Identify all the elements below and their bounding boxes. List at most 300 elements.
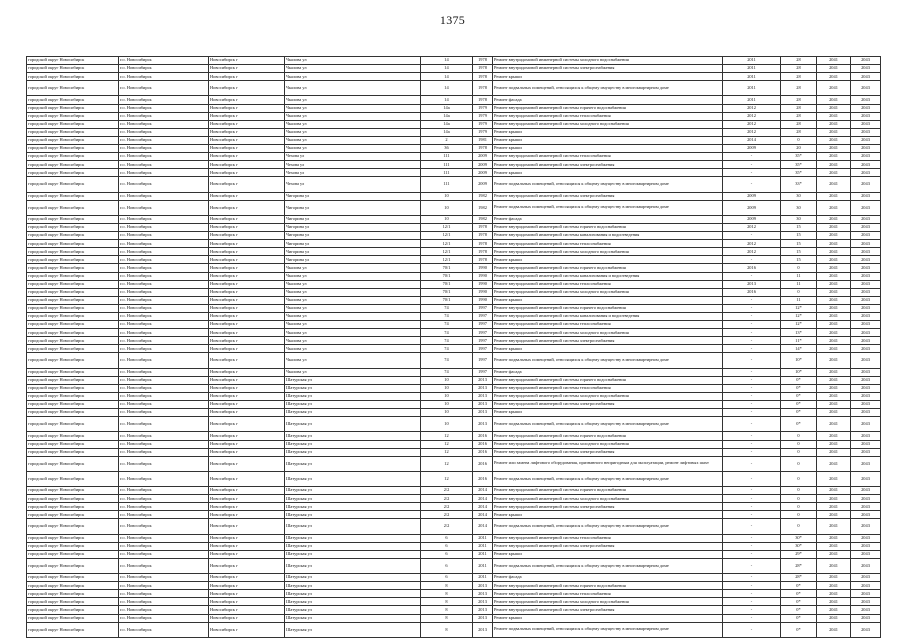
table-row	[27, 272, 881, 280]
work-type-cell: Ремонт внутридомовой инженерной системы электроснабжения	[493, 337, 723, 345]
last-repair-year-cell: 2016	[723, 264, 781, 272]
build-year-cell: 2014	[473, 511, 493, 519]
plan-end-cell: 2043	[851, 280, 881, 288]
work-type-cell: Ремонт внутридомовой инженерной системы теплоснабжения	[493, 384, 723, 392]
plan-start-cell: 2041	[817, 353, 851, 368]
work-type-cell: Ремонт подвальных помещений, относящихся к общему имуществу в многоквартирном доме	[493, 353, 723, 368]
house-number-cell: 111	[421, 169, 473, 177]
plan-end-cell: 2043	[851, 240, 881, 248]
city-cell: Новосибирск г	[209, 440, 285, 448]
plan-start-cell: 2041	[817, 192, 851, 200]
plan-end-cell: 2043	[851, 65, 881, 73]
work-type-cell: Ремонт внутридомовой инженерной системы теплоснабжения	[493, 321, 723, 329]
municipality-cell: городской округ Новосибирск	[27, 296, 119, 304]
work-type-cell: Ремонт внутридомовой инженерной системы канализования и водоотведения	[493, 313, 723, 321]
table-row	[27, 321, 881, 329]
street-cell: Чигорина ул	[285, 223, 421, 231]
table-row	[27, 448, 881, 456]
plan-start-cell: 2041	[817, 558, 851, 573]
plan-start-cell: 2041	[817, 590, 851, 598]
build-year-cell: 1978	[473, 73, 493, 81]
street-cell: Шатурская ул	[285, 503, 421, 511]
house-number-cell: 14а	[421, 104, 473, 112]
city-cell: Новосибирск г	[209, 280, 285, 288]
house-number-cell: 10	[421, 392, 473, 400]
municipality-cell: городской округ Новосибирск	[27, 240, 119, 248]
municipality-cell: городской округ Новосибирск	[27, 417, 119, 432]
build-year-cell: 2013	[473, 409, 493, 417]
city-cell: Новосибирск г	[209, 417, 285, 432]
plan-start-cell: 2041	[817, 313, 851, 321]
plan-end-cell: 2043	[851, 104, 881, 112]
last-repair-year-cell: 2009	[723, 215, 781, 223]
municipality-cell: городской округ Новосибирск	[27, 329, 119, 337]
house-number-cell: 12	[421, 471, 473, 486]
street-cell: Чкалова ул	[285, 81, 421, 96]
house-number-cell: 74	[421, 368, 473, 376]
municipality-cell: городской округ Новосибирск	[27, 192, 119, 200]
work-type-cell: Ремонт внутридомовой инженерной системы электроснабжения	[493, 65, 723, 73]
build-year-cell: 1978	[473, 65, 493, 73]
work-type-cell: Ремонт внутридомовой инженерной системы теплоснабжения	[493, 112, 723, 120]
house-number-cell: 12/1	[421, 232, 473, 240]
plan-end-cell: 2043	[851, 401, 881, 409]
house-number-cell: 2/2	[421, 519, 473, 534]
work-type-cell: Ремонт внутридомовой инженерной системы электроснабжения	[493, 503, 723, 511]
municipality-cell: городской округ Новосибирск	[27, 432, 119, 440]
plan-end-cell: 2043	[851, 519, 881, 534]
district-cell: г.о. Новосибирск	[119, 256, 209, 264]
table-row	[27, 471, 881, 486]
street-cell: Чкалова ул	[285, 272, 421, 280]
city-cell: Новосибирск г	[209, 136, 285, 144]
work-type-cell: Ремонт внутридомовой инженерной системы холодного водоснабжения	[493, 288, 723, 296]
district-cell: г.о. Новосибирск	[119, 232, 209, 240]
wear-percent-cell: 13*	[781, 329, 817, 337]
city-cell: Новосибирск г	[209, 376, 285, 384]
plan-end-cell: 2043	[851, 456, 881, 471]
work-type-cell: Ремонт внутридомовой инженерной системы горячего водоснабжения	[493, 104, 723, 112]
last-repair-year-cell: -	[723, 606, 781, 614]
house-number-cell: 2/2	[421, 487, 473, 495]
last-repair-year-cell: -	[723, 177, 781, 192]
municipality-cell: городской округ Новосибирск	[27, 112, 119, 120]
wear-percent-cell: 0	[781, 495, 817, 503]
plan-end-cell: 2043	[851, 392, 881, 400]
build-year-cell: 1997	[473, 321, 493, 329]
district-cell: г.о. Новосибирск	[119, 353, 209, 368]
house-number-cell: 74	[421, 321, 473, 329]
last-repair-year-cell: -	[723, 272, 781, 280]
wear-percent-cell: 28	[781, 120, 817, 128]
district-cell: г.о. Новосибирск	[119, 112, 209, 120]
wear-percent-cell: 0*	[781, 392, 817, 400]
municipality-cell: городской округ Новосибирск	[27, 57, 119, 65]
city-cell: Новосибирск г	[209, 582, 285, 590]
build-year-cell: 2011	[473, 534, 493, 542]
plan-end-cell: 2043	[851, 614, 881, 622]
city-cell: Новосибирск г	[209, 329, 285, 337]
plan-end-cell: 2043	[851, 542, 881, 550]
plan-start-cell: 2041	[817, 376, 851, 384]
table-row	[27, 232, 881, 240]
plan-start-cell: 2041	[817, 440, 851, 448]
last-repair-year-cell: 2012	[723, 223, 781, 231]
city-cell: Новосибирск г	[209, 296, 285, 304]
build-year-cell: 2016	[473, 432, 493, 440]
build-year-cell: 2011	[473, 542, 493, 550]
city-cell: Новосибирск г	[209, 392, 285, 400]
municipality-cell: городской округ Новосибирск	[27, 145, 119, 153]
house-number-cell: 12	[421, 432, 473, 440]
plan-start-cell: 2041	[817, 321, 851, 329]
work-type-cell: Ремонт внутридомовой инженерной системы электроснабжения	[493, 192, 723, 200]
wear-percent-cell: 28*	[781, 558, 817, 573]
plan-end-cell: 2043	[851, 471, 881, 486]
house-number-cell: 6	[421, 550, 473, 558]
build-year-cell: 2014	[473, 487, 493, 495]
build-year-cell: 2013	[473, 606, 493, 614]
municipality-cell: городской округ Новосибирск	[27, 337, 119, 345]
wear-percent-cell: 15	[781, 223, 817, 231]
build-year-cell: 1997	[473, 329, 493, 337]
plan-start-cell: 2041	[817, 65, 851, 73]
last-repair-year-cell: -	[723, 582, 781, 590]
plan-end-cell: 2043	[851, 550, 881, 558]
municipality-cell: городской округ Новосибирск	[27, 384, 119, 392]
plan-end-cell: 2043	[851, 192, 881, 200]
house-number-cell: 2/2	[421, 511, 473, 519]
table-row	[27, 161, 881, 169]
build-year-cell: 2009	[473, 177, 493, 192]
municipality-cell: городской округ Новосибирск	[27, 503, 119, 511]
house-number-cell: 70/1	[421, 280, 473, 288]
district-cell: г.о. Новосибирск	[119, 321, 209, 329]
street-cell: Чехова ул	[285, 153, 421, 161]
plan-start-cell: 2041	[817, 598, 851, 606]
city-cell: Новосибирск г	[209, 120, 285, 128]
plan-start-cell: 2041	[817, 232, 851, 240]
district-cell: г.о. Новосибирск	[119, 590, 209, 598]
plan-end-cell: 2043	[851, 558, 881, 573]
street-cell: Шатурская ул	[285, 471, 421, 486]
work-type-cell: Ремонт внутридомовой инженерной системы канализования и водоотведения	[493, 232, 723, 240]
district-cell: г.о. Новосибирск	[119, 456, 209, 471]
plan-end-cell: 2043	[851, 200, 881, 215]
work-type-cell: Ремонт крыши	[493, 136, 723, 144]
work-type-cell: Ремонт крыши	[493, 409, 723, 417]
wear-percent-cell: 28	[781, 65, 817, 73]
build-year-cell: 1978	[473, 81, 493, 96]
street-cell: Чкалова ул	[285, 128, 421, 136]
wear-percent-cell: 0*	[781, 582, 817, 590]
build-year-cell: 1990	[473, 264, 493, 272]
house-number-cell: 70/1	[421, 296, 473, 304]
plan-start-cell: 2041	[817, 256, 851, 264]
municipality-cell: городской округ Новосибирск	[27, 353, 119, 368]
plan-end-cell: 2043	[851, 606, 881, 614]
city-cell: Новосибирск г	[209, 288, 285, 296]
last-repair-year-cell: 2013	[723, 280, 781, 288]
table-row	[27, 582, 881, 590]
street-cell: Шатурская ул	[285, 384, 421, 392]
plan-start-cell: 2041	[817, 288, 851, 296]
wear-percent-cell: 28	[781, 73, 817, 81]
work-type-cell: Ремонт подвальных помещений, относящихся к общему имуществу в многоквартирном доме	[493, 471, 723, 486]
table-row	[27, 574, 881, 582]
municipality-cell: городской округ Новосибирск	[27, 598, 119, 606]
plan-end-cell: 2043	[851, 534, 881, 542]
plan-end-cell: 2043	[851, 96, 881, 104]
work-type-cell: Ремонт внутридомовой инженерной системы электроснабжения	[493, 161, 723, 169]
plan-start-cell: 2041	[817, 329, 851, 337]
district-cell: г.о. Новосибирск	[119, 73, 209, 81]
work-type-cell: Ремонт крыши	[493, 169, 723, 177]
wear-percent-cell: 28	[781, 104, 817, 112]
city-cell: Новосибирск г	[209, 487, 285, 495]
build-year-cell: 2013	[473, 622, 493, 637]
table-row	[27, 542, 881, 550]
municipality-cell: городской округ Новосибирск	[27, 264, 119, 272]
district-cell: г.о. Новосибирск	[119, 264, 209, 272]
municipality-cell: городской округ Новосибирск	[27, 542, 119, 550]
municipality-cell: городской округ Новосибирск	[27, 177, 119, 192]
city-cell: Новосибирск г	[209, 232, 285, 240]
plan-end-cell: 2043	[851, 511, 881, 519]
city-cell: Новосибирск г	[209, 161, 285, 169]
work-type-cell: Ремонт внутридомовой инженерной системы холодного водоснабжения	[493, 392, 723, 400]
last-repair-year-cell: 2009	[723, 192, 781, 200]
plan-start-cell: 2041	[817, 384, 851, 392]
build-year-cell: 2013	[473, 590, 493, 598]
work-type-cell: Ремонт подвальных помещений, относящихся к общему имуществу в многоквартирном доме	[493, 200, 723, 215]
city-cell: Новосибирск г	[209, 574, 285, 582]
wear-percent-cell: 0	[781, 288, 817, 296]
municipality-cell: городской округ Новосибирск	[27, 313, 119, 321]
build-year-cell: 1990	[473, 296, 493, 304]
district-cell: г.о. Новосибирск	[119, 128, 209, 136]
table-row	[27, 248, 881, 256]
work-type-cell: Ремонт фасада	[493, 96, 723, 104]
municipality-cell: городской округ Новосибирск	[27, 487, 119, 495]
last-repair-year-cell: 2011	[723, 73, 781, 81]
plan-end-cell: 2043	[851, 120, 881, 128]
city-cell: Новосибирск г	[209, 313, 285, 321]
table-row	[27, 153, 881, 161]
work-type-cell: Ремонт или замена лифтового оборудования, признанного непригодным для эксплуатации, ремонт лифтовых шахт	[493, 456, 723, 471]
build-year-cell: 1997	[473, 313, 493, 321]
municipality-cell: городской округ Новосибирск	[27, 606, 119, 614]
street-cell: Чкалова ул	[285, 57, 421, 65]
plan-start-cell: 2041	[817, 215, 851, 223]
wear-percent-cell: 11	[781, 280, 817, 288]
city-cell: Новосибирск г	[209, 128, 285, 136]
street-cell: Чигорина ул	[285, 215, 421, 223]
street-cell: Шатурская ул	[285, 558, 421, 573]
last-repair-year-cell: 2012	[723, 104, 781, 112]
municipality-cell: городской округ Новосибирск	[27, 582, 119, 590]
plan-end-cell: 2043	[851, 487, 881, 495]
build-year-cell: 1979	[473, 104, 493, 112]
district-cell: г.о. Новосибирск	[119, 598, 209, 606]
plan-end-cell: 2043	[851, 177, 881, 192]
district-cell: г.о. Новосибирск	[119, 495, 209, 503]
district-cell: г.о. Новосибирск	[119, 582, 209, 590]
table-row	[27, 128, 881, 136]
district-cell: г.о. Новосибирск	[119, 542, 209, 550]
plan-start-cell: 2041	[817, 519, 851, 534]
work-type-cell: Ремонт внутридомовой инженерной системы холодного водоснабжения	[493, 329, 723, 337]
street-cell: Чкалова ул	[285, 337, 421, 345]
street-cell: Чкалова ул	[285, 264, 421, 272]
plan-end-cell: 2043	[851, 57, 881, 65]
city-cell: Новосибирск г	[209, 401, 285, 409]
build-year-cell: 2009	[473, 153, 493, 161]
plan-start-cell: 2041	[817, 337, 851, 345]
house-number-cell: 14а	[421, 112, 473, 120]
street-cell: Чкалова ул	[285, 96, 421, 104]
city-cell: Новосибирск г	[209, 606, 285, 614]
plan-start-cell: 2041	[817, 432, 851, 440]
street-cell: Шатурская ул	[285, 392, 421, 400]
house-number-cell: 111	[421, 153, 473, 161]
wear-percent-cell: 35*	[781, 153, 817, 161]
street-cell: Шатурская ул	[285, 440, 421, 448]
plan-end-cell: 2043	[851, 215, 881, 223]
street-cell: Шатурская ул	[285, 401, 421, 409]
plan-start-cell: 2041	[817, 417, 851, 432]
district-cell: г.о. Новосибирск	[119, 614, 209, 622]
district-cell: г.о. Новосибирск	[119, 622, 209, 637]
house-number-cell: 10	[421, 409, 473, 417]
house-number-cell: 10	[421, 417, 473, 432]
plan-end-cell: 2043	[851, 337, 881, 345]
table-row	[27, 606, 881, 614]
district-cell: г.о. Новосибирск	[119, 248, 209, 256]
last-repair-year-cell: -	[723, 313, 781, 321]
plan-start-cell: 2041	[817, 296, 851, 304]
district-cell: г.о. Новосибирск	[119, 304, 209, 312]
wear-percent-cell: 28	[781, 81, 817, 96]
plan-start-cell: 2041	[817, 177, 851, 192]
street-cell: Чкалова ул	[285, 345, 421, 353]
last-repair-year-cell: -	[723, 550, 781, 558]
table-row	[27, 264, 881, 272]
plan-start-cell: 2041	[817, 550, 851, 558]
street-cell: Чигорина ул	[285, 192, 421, 200]
last-repair-year-cell: -	[723, 622, 781, 637]
street-cell: Чкалова ул	[285, 120, 421, 128]
house-number-cell: 74	[421, 337, 473, 345]
wear-percent-cell: 11	[781, 296, 817, 304]
wear-percent-cell: 35*	[781, 169, 817, 177]
build-year-cell: 1978	[473, 232, 493, 240]
plan-end-cell: 2043	[851, 432, 881, 440]
plan-start-cell: 2041	[817, 280, 851, 288]
wear-percent-cell: 28	[781, 96, 817, 104]
last-repair-year-cell: -	[723, 534, 781, 542]
plan-start-cell: 2041	[817, 136, 851, 144]
district-cell: г.о. Новосибирск	[119, 440, 209, 448]
municipality-cell: городской округ Новосибирск	[27, 169, 119, 177]
street-cell: Чкалова ул	[285, 296, 421, 304]
table-row	[27, 73, 881, 81]
wear-percent-cell: 0	[781, 503, 817, 511]
street-cell: Чкалова ул	[285, 73, 421, 81]
district-cell: г.о. Новосибирск	[119, 296, 209, 304]
wear-percent-cell: 10*	[781, 368, 817, 376]
district-cell: г.о. Новосибирск	[119, 392, 209, 400]
work-type-cell: Ремонт крыши	[493, 145, 723, 153]
municipality-cell: городской округ Новосибирск	[27, 136, 119, 144]
work-type-cell: Ремонт внутридомовой инженерной системы электроснабжения	[493, 606, 723, 614]
city-cell: Новосибирск г	[209, 112, 285, 120]
work-type-cell: Ремонт подвальных помещений, относящихся к общему имуществу в многоквартирном доме	[493, 519, 723, 534]
last-repair-year-cell: -	[723, 495, 781, 503]
build-year-cell: 2016	[473, 471, 493, 486]
house-number-cell: 74	[421, 329, 473, 337]
table-row	[27, 280, 881, 288]
build-year-cell: 2013	[473, 401, 493, 409]
last-repair-year-cell: -	[723, 392, 781, 400]
table-row	[27, 614, 881, 622]
house-number-cell: 12/1	[421, 240, 473, 248]
wear-percent-cell: 0	[781, 511, 817, 519]
work-type-cell: Ремонт внутридомовой инженерной системы теплоснабжения	[493, 534, 723, 542]
plan-end-cell: 2043	[851, 304, 881, 312]
table-row	[27, 177, 881, 192]
city-cell: Новосибирск г	[209, 519, 285, 534]
table-row	[27, 288, 881, 296]
plan-start-cell: 2041	[817, 81, 851, 96]
house-number-cell: 2/2	[421, 495, 473, 503]
plan-start-cell: 2041	[817, 104, 851, 112]
district-cell: г.о. Новосибирск	[119, 192, 209, 200]
city-cell: Новосибирск г	[209, 511, 285, 519]
house-number-cell: 14	[421, 96, 473, 104]
street-cell: Чигорина ул	[285, 256, 421, 264]
build-year-cell: 2011	[473, 558, 493, 573]
wear-percent-cell: 0*	[781, 614, 817, 622]
build-year-cell: 2016	[473, 440, 493, 448]
municipality-cell: городской округ Новосибирск	[27, 448, 119, 456]
city-cell: Новосибирск г	[209, 169, 285, 177]
plan-end-cell: 2043	[851, 321, 881, 329]
last-repair-year-cell: 2011	[723, 81, 781, 96]
table-row	[27, 145, 881, 153]
build-year-cell: 1978	[473, 96, 493, 104]
street-cell: Шатурская ул	[285, 409, 421, 417]
build-year-cell: 2013	[473, 417, 493, 432]
city-cell: Новосибирск г	[209, 264, 285, 272]
last-repair-year-cell: -	[723, 456, 781, 471]
plan-end-cell: 2043	[851, 288, 881, 296]
build-year-cell: 1982	[473, 215, 493, 223]
house-number-cell: 8	[421, 590, 473, 598]
plan-end-cell: 2043	[851, 145, 881, 153]
work-type-cell: Ремонт внутридомовой инженерной системы теплоснабжения	[493, 240, 723, 248]
work-type-cell: Ремонт фасада	[493, 215, 723, 223]
build-year-cell: 1978	[473, 248, 493, 256]
plan-start-cell: 2041	[817, 456, 851, 471]
house-number-cell: 70/1	[421, 264, 473, 272]
last-repair-year-cell: 2009	[723, 145, 781, 153]
work-type-cell: Ремонт подвальных помещений, относящихся к общему имуществу в многоквартирном доме	[493, 558, 723, 573]
build-year-cell: 1978	[473, 145, 493, 153]
city-cell: Новосибирск г	[209, 81, 285, 96]
last-repair-year-cell: 2016	[723, 288, 781, 296]
district-cell: г.о. Новосибирск	[119, 534, 209, 542]
